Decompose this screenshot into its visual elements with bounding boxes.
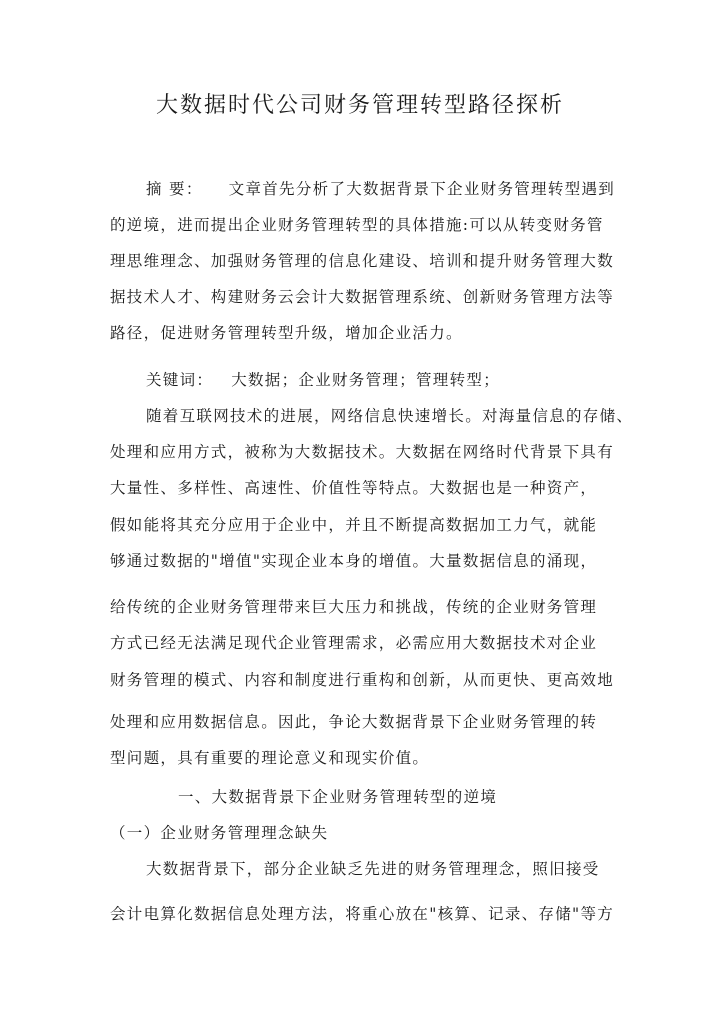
intro-line-3: 大量性、多样性、高速性、价值性等特点。大数据也是一种资产， xyxy=(110,479,598,497)
abstract-line-5: 路径，促进财务管理转型升级，增加企业活力。 xyxy=(110,324,463,342)
intro-line-10: 型问题，具有重要的理论意义和现实价值。 xyxy=(110,749,430,767)
abstract-text: 文章首先分析了大数据背景下企业财务管理转型遇到 xyxy=(228,180,616,198)
abstract-line-3: 理思维理念、加强财务管理的信息化建设、培训和提升财务管理大数 xyxy=(110,252,615,270)
abstract-line-4: 据技术人才、构建财务云会计大数据管理系统、创新财务管理方法等 xyxy=(110,288,615,306)
intro-line-9: 处理和应用数据信息。因此，争论大数据背景下企业财务管理的转 xyxy=(110,713,598,731)
intro-line-4: 假如能将其充分应用于企业中，并且不断提高数据加工力气，就能 xyxy=(110,516,598,534)
subsection-heading: （一）企业财务管理理念缺失 xyxy=(110,824,329,842)
keywords-line xyxy=(146,369,500,391)
intro-line-6: 给传统的企业财务管理带来巨大压力和挑战，传统的企业财务管理 xyxy=(110,598,598,616)
abstract-line-2: 的逆境，进而提出企业财务管理转型的具体措施:可以从转变财务管 xyxy=(110,216,604,234)
abstract-line-1 xyxy=(146,178,615,200)
document-title: 大数据时代公司财务管理转型路径探析 xyxy=(155,93,564,118)
keywords-label: 关键词： xyxy=(146,371,214,389)
subsection-line-1: 大数据背景下，部分企业缺乏先进的财务管理理念，照旧接受 xyxy=(146,860,600,878)
intro-line-7: 方式已经无法满足现代企业管理需求，必需应用大数据技术对企业 xyxy=(110,634,598,652)
intro-line-8: 财务管理的模式、内容和制度进行重构和创新，从而更快、更高效地 xyxy=(110,671,615,689)
intro-line-5: 够通过数据的"增值"实现企业本身的增值。大量数据信息的涌现， xyxy=(110,552,598,570)
abstract-label: 摘 要： xyxy=(146,180,203,198)
section-heading: 一、大数据背景下企业财务管理转型的逆境 xyxy=(178,788,498,806)
intro-line-1: 随着互联网技术的进展，网络信息快速增长。对海量信息的存储、 xyxy=(146,407,634,425)
keywords-value: 大数据；企业财务管理；管理转型； xyxy=(231,371,501,389)
subsection-line-2: 会计电算化数据信息处理方法，将重心放在"核算、记录、存储"等方 xyxy=(110,905,615,923)
intro-line-2: 处理和应用方式，被称为大数据技术。大数据在网络时代背景下具有 xyxy=(110,443,615,461)
